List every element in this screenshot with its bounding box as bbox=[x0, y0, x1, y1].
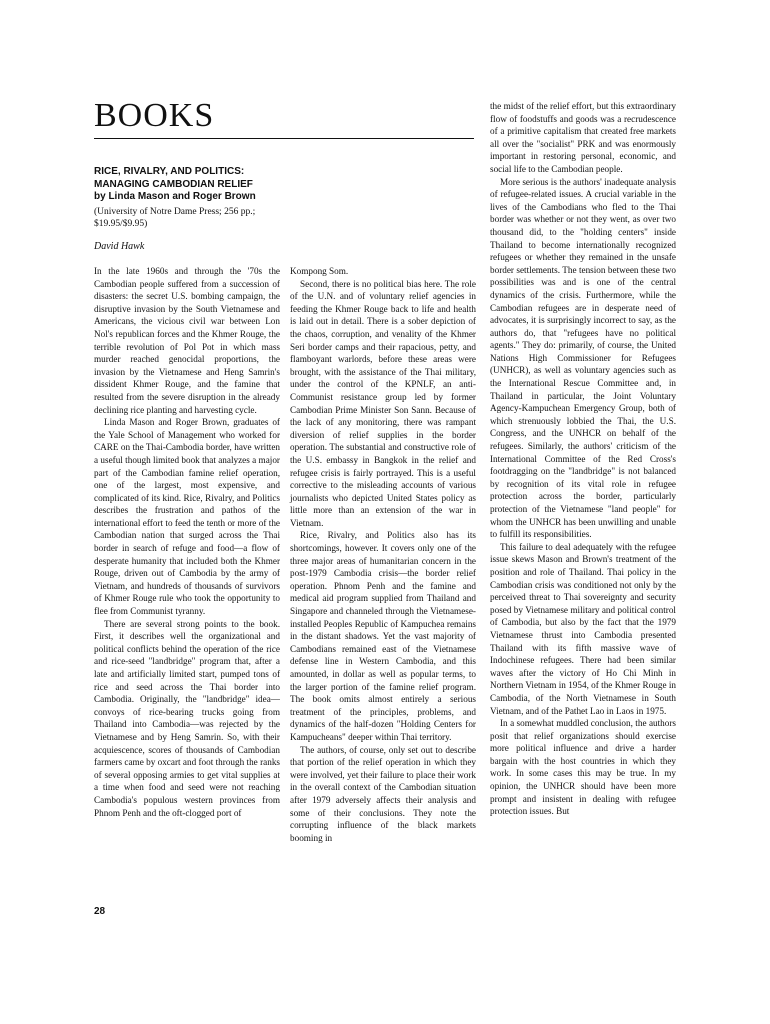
publication-info bbox=[94, 206, 284, 230]
text-column-1 bbox=[94, 265, 280, 911]
text-column-3 bbox=[490, 100, 676, 915]
paragraph: In a somewhat muddled conclusion, the authors posit that relief organizations should exercise more political influence and drive a harder bargain with the host countries in which they work. In some cases this may be true. In my opinion, the UNHCR should have been more prompt and insistent in dealing with refugee protection issues. But bbox=[490, 718, 676, 817]
paragraph: Linda Mason and Roger Brown, graduates of the Yale School of Management who worked for CARE on the Thai-Cambodia border, have written a useful though limited book that analyzes a major part of the Cambodian famine relief operation, one of the largest, most expensive, and complicated of its kind. Rice, Rivalry, and Politics describes the frustration and pathos of the international effort to feed the tenth or more of the Cambodian nation that surged across the Thai border in search of refuge and food—a flow of desperate humanity that included both the Khmer Rouge, driven out of Cambodia by the army of Vietnam, and hundreds of thousands of survivors of Khmer Rouge rule who took the opportunity to flee from Communist tyranny. bbox=[94, 417, 280, 617]
paragraph: Rice, Rivalry, and Politics also has its shortcomings, however. It covers only one of the three major areas of humanitarian concern in the post-1979 Cambodia crisis—the border relief operation. Phnom Penh and the famine and medical aid program supplied from Thailand and Singapore and channeled through the Vietnamese-installed Peoples Republic of Kampuchea remains in the distant shadows. Yet the vast majority of Cambodians remained east of the Vietnamese defense line in Western Cambodia, and this amounted, in dollar as well as popular terms, to the larger portion of the famine relief program. The book omits almost entirely a serious treatment of the principles, problems, and dynamics of the half-dozen "Holding Centers for Kampucheans" deeper within Thai territory. bbox=[290, 530, 476, 742]
paragraph: More serious is the authors' inadequate analysis of refugee-related issues. A crucial variable in the lives of the Cambodians who fled to the Thai border was whether or not they went, as over two thousand did, to the "holding centers" inside Thailand to become internationally recognized refugees or whether they remained in the unsafe border settlements. The tension between these two possibilities was and is one of the central dynamics of the crisis. Furthermore, while the Cambodian refugees are in desperate need of advocates, it is surprisingly incorrect to say, as the authors do, that "refugees have no political agents." They do: primarily, of course, the United Nations High Commissioner for Refugees (UNHCR), as well as voluntary agencies such as the International Rescue Committee and, in Thailand in particular, the Joint Voluntary Agency-Kampuchean Emergency Group, both of which strenuously lobbied the Thai, the U.S. Congress, and the UNHCR on behalf of the refugees. Similarly, the authors' criticism of the International Committee of the Red Cross's footdragging on the "landbridge" is not balanced by recognition of its vital role in refugee protection across the border, particularly protection of the Vietnamese "land people" for whom the UNHCR has been unwilling and unable to fulfill its responsibilities. bbox=[490, 176, 676, 540]
book-title-line2: MANAGING CAMBODIAN RELIEF bbox=[94, 178, 253, 190]
section-title: BOOKS bbox=[94, 97, 215, 134]
paragraph: The authors, of course, only set out to describe that portion of the relief operation in which they were involved, yet their failure to place their work in the overall context of the Cambodian situation after 1979 adversely affects their analysis and some of their conclusions. They note the corrupting influence of the black markets booming in bbox=[290, 744, 476, 843]
paragraph: Second, there is no political bias here. The role of the U.N. and of voluntary relief agencies in feeding the Khmer Rouge back to life and health is laid out in detail. There is a sober depiction of the chaos, corruption, and venality of the Khmer Seri border camps and their rapacious, petty, and flamboyant warlords, before these areas were brought, with the assistance of the Thai military, under the control of the KPNLF, an anti-Communist resistance group led by former Cambodian Prime Minister Son Sann. Because of the lack of any monitoring, there was rampant diversion of relief supplies in the border operation. The substantial and constructive role of the U.S. embassy in Bangkok in the relief and refugee crisis is fairly portrayed. This is a useful corrective to the misleading accounts of various journalists who depicted United States policy as little more than an extension of the war in Vietnam. bbox=[290, 278, 476, 528]
paragraph: This failure to deal adequately with the refugee issue skews Mason and Brown's treatment of the position and role of Thailand. Thai policy in the Cambodian crisis was conditioned not only by the perceived threat to Thai sovereignty and security posed by Vietnamese military and political control of Cambodia, but also by the fact that the 1979 Vietnamese thrust into Cambodia presented Thailand with its fifth massive wave of Indochinese refugees. There had been similar waves after the victory of Ho Chi Minh in Northern Vietnam in 1954, of the Khmer Rouge in Cambodia, of the North Vietnamese in South Vietnam, and of the Pathet Lao in Laos in 1975. bbox=[490, 541, 676, 716]
page-number: 28 bbox=[94, 906, 106, 917]
book-authors: by Linda Mason and Roger Brown bbox=[94, 191, 256, 202]
paragraph: In the late 1960s and through the '70s the Cambodian people suffered from a succession of disasters: the secret U.S. bombing campaign, the disruptive invasion by the South Vietnamese and Americans, the vicious civil war between Lon Nol's republican forces and the Khmer Rouge, the terrible revolution of Pol Pot in which mass murder reached genocidal proportions, the invasion by the Vietnamese and Heng Samrin's dissident Khmer Rouge, and the famine that resulted from the severe disruption in the already declining rice planting and harvesting cycle. bbox=[94, 266, 280, 415]
book-title-line1: RICE, RIVALRY, AND POLITICS: bbox=[94, 166, 245, 177]
paragraph: Kompong Som. bbox=[290, 266, 349, 276]
price: $19.95/$9.95) bbox=[94, 219, 148, 229]
paragraph: the midst of the relief effort, but this extraordinary flow of foodstuffs and goods was a recrudescence of a primitive capitalism that created free markets all over the "socialist" PRK and was enormously important in restoring personal, economic, and social life to the Cambodian people. bbox=[490, 101, 676, 174]
text-column-2 bbox=[290, 265, 476, 915]
publisher: (University of Notre Dame Press; 256 pp.; bbox=[94, 207, 256, 217]
title-rule bbox=[94, 138, 474, 139]
book-heading bbox=[94, 166, 284, 204]
paragraph: There are several strong points to the book. First, it describes well the organizational and political conflicts behind the operation of the rice and rice-seed "landbridge" program that, after a late and artificially limited start, pumped tons of rice and seed across the Thai border into Cambodia. Originally, the "landbridge" idea—convoys of rice-bearing trucks going from Thailand into Cambodia—was rejected by the Vietnamese and by Heng Samrin. So, with their acquiescence, scores of thousands of Cambodian farmers came by oxcart and foot through the ranks of several opposing armies to get vital supplies at a time when food and seed were not reaching Cambodia's populous western provinces from Phnom Penh and the oft-clogged port of bbox=[94, 618, 280, 818]
reviewer-name: David Hawk bbox=[94, 241, 145, 252]
